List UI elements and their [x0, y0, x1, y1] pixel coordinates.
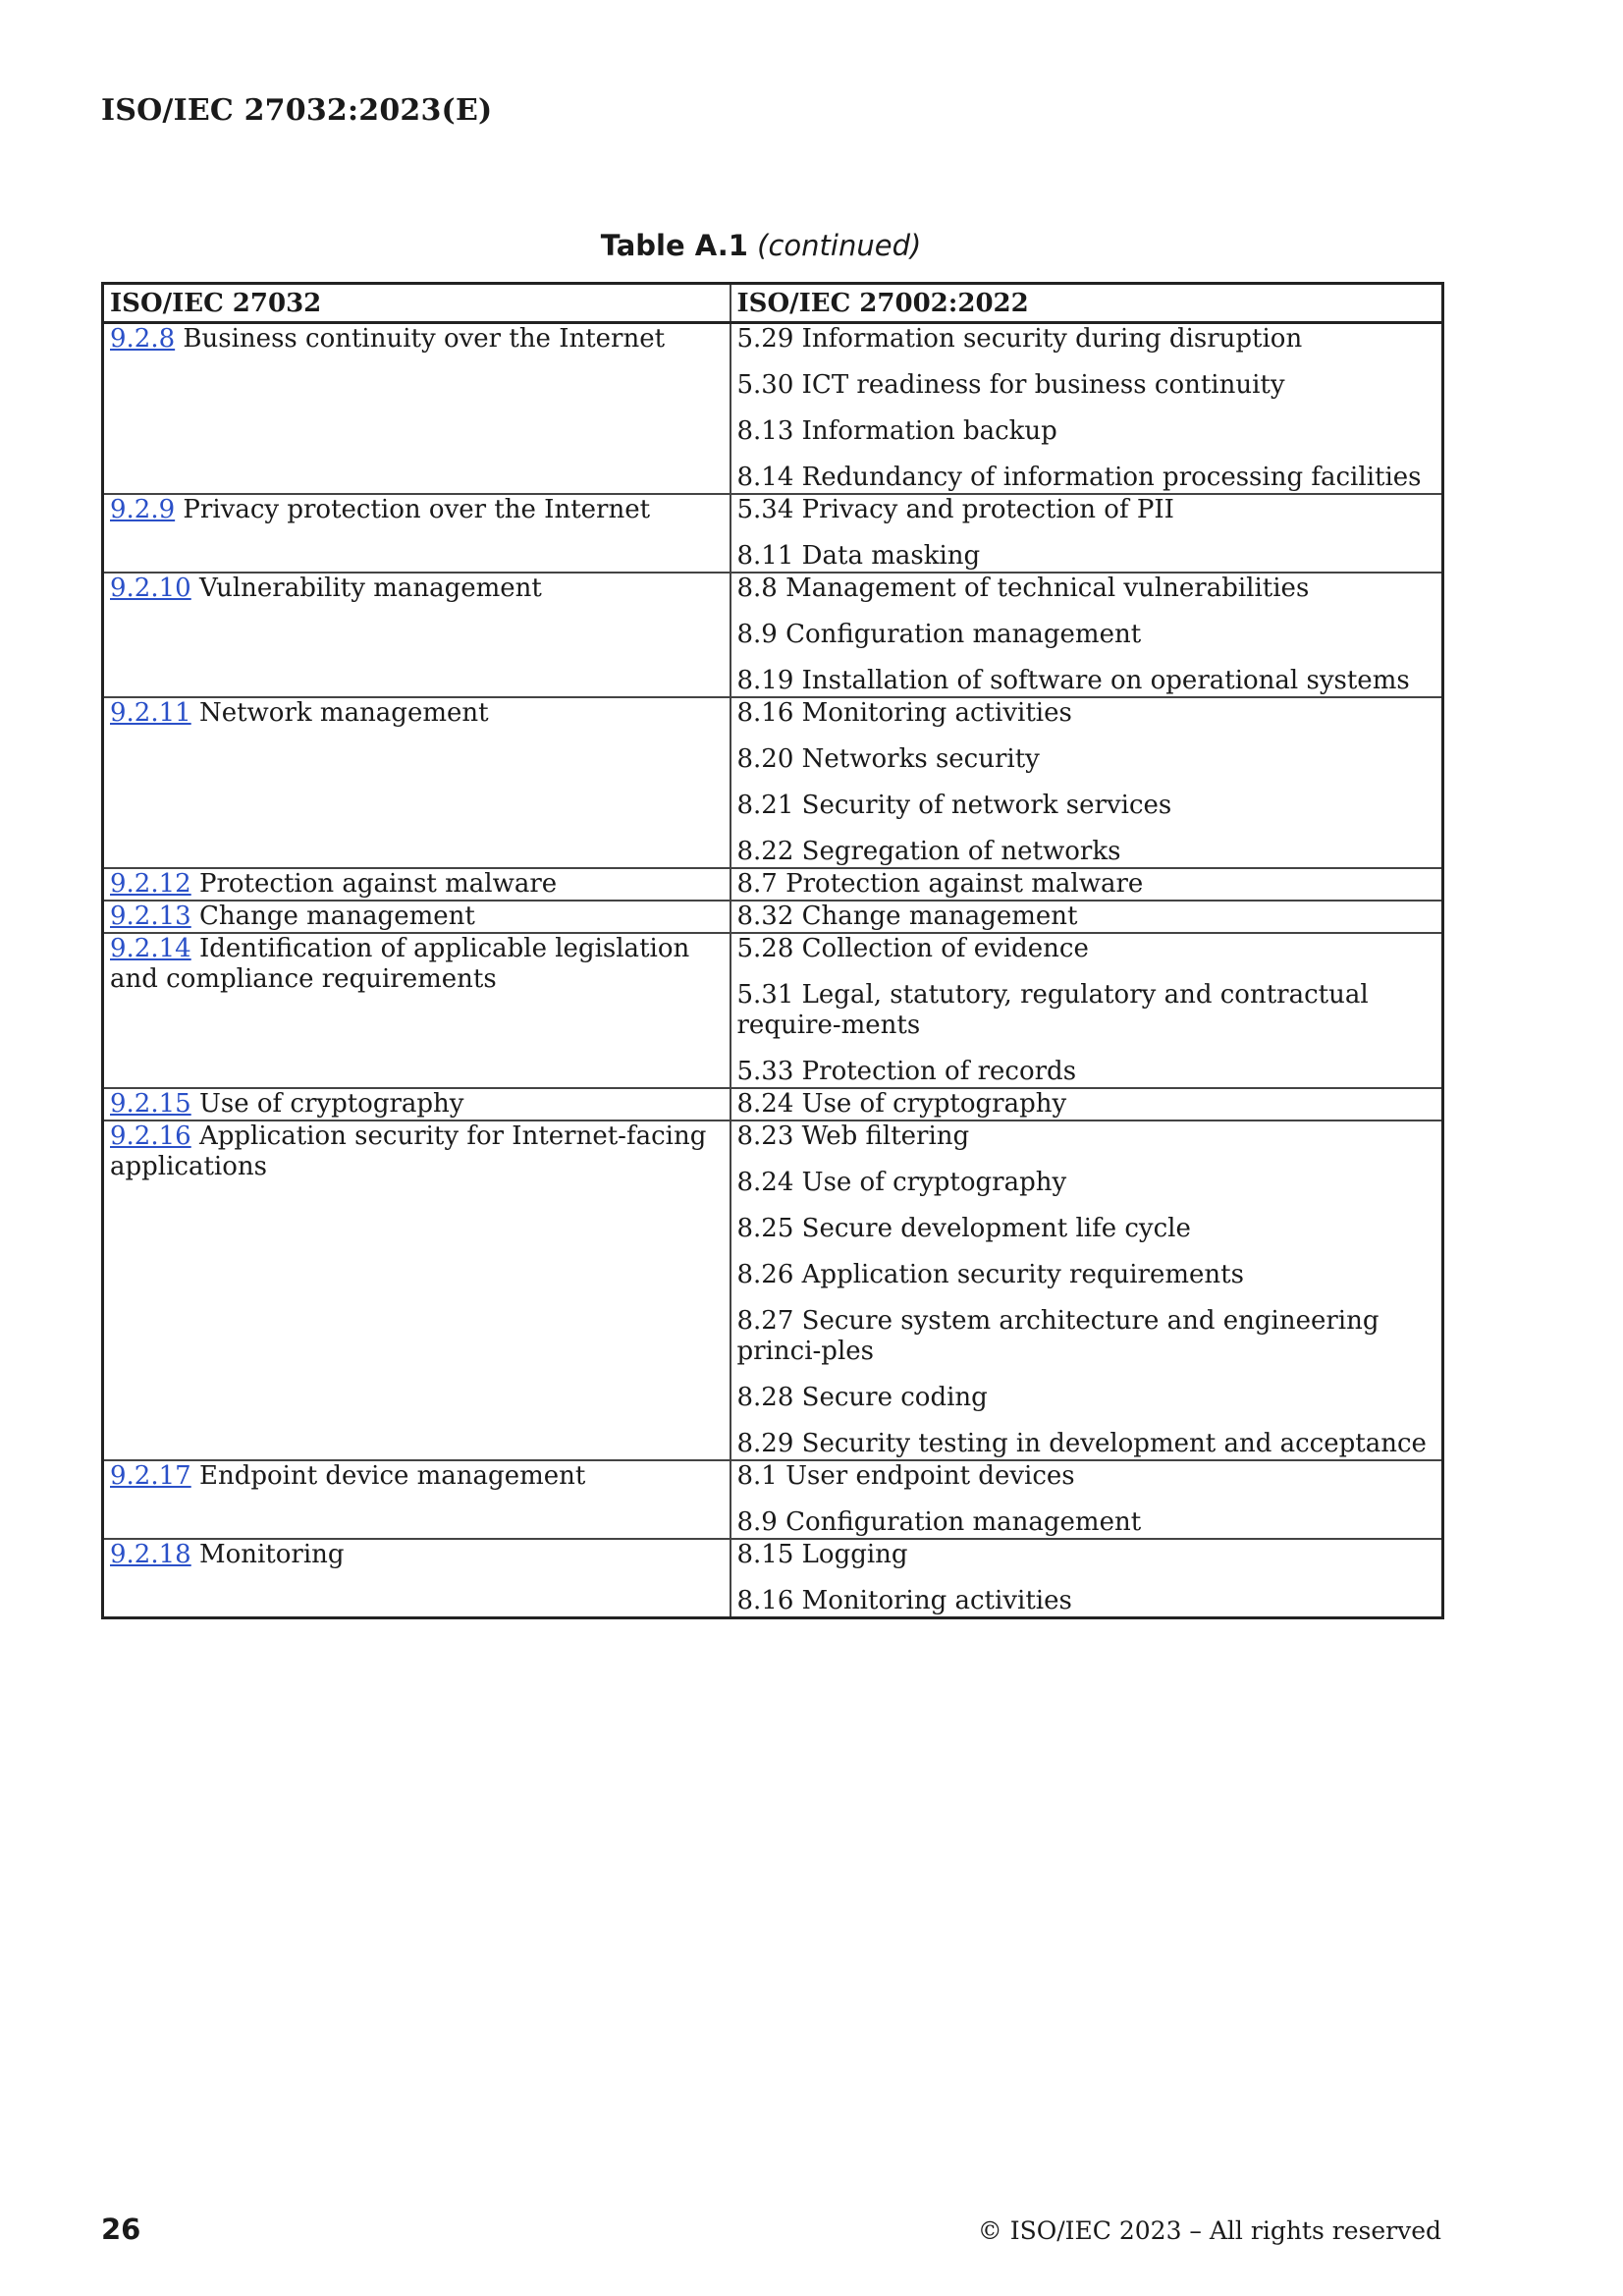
control-item: 8.26 Application security requirements — [736, 1260, 1244, 1289]
control-item: 5.28 Collection of evidence — [736, 934, 1089, 963]
clause-cell — [103, 868, 730, 901]
copyright-notice: © ISO/IEC 2023 – All rights reserved — [977, 2216, 1441, 2245]
mapping-table — [101, 282, 1444, 1619]
clause-cell — [103, 494, 730, 573]
clause-cell — [103, 933, 730, 1088]
control-item: 8.1 User endpoint devices — [736, 1461, 1075, 1491]
clause-title: Business continuity over the Internet — [183, 324, 666, 354]
controls-cell — [730, 697, 1443, 868]
clause-cell — [103, 1460, 730, 1539]
table-row — [103, 933, 1443, 1088]
controls-cell — [730, 1460, 1443, 1539]
control-item: 8.8 Management of technical vulnerabilities — [736, 574, 1310, 603]
controls-cell — [730, 573, 1443, 697]
table-row — [103, 573, 1443, 697]
document-header: ISO/IEC 27032:2023(E) — [101, 93, 493, 128]
control-item: 8.27 Secure system architecture and engineering princi-ples — [736, 1306, 1380, 1366]
table-row — [103, 868, 1443, 901]
column-header-iso-27002: ISO/IEC 27002:2022 — [730, 284, 1443, 323]
controls-cell — [730, 494, 1443, 573]
clause-reference-link[interactable]: 9.2.10 — [110, 574, 191, 603]
clause-reference-link[interactable]: 9.2.15 — [110, 1089, 191, 1119]
table-caption-title: Table A.1 — [600, 229, 748, 262]
page-number: 26 — [101, 2213, 141, 2246]
control-item: 8.25 Secure development life cycle — [736, 1214, 1191, 1243]
controls-cell — [730, 933, 1443, 1088]
clause-title: Network management — [198, 698, 489, 728]
control-item: 8.16 Monitoring activities — [736, 698, 1072, 728]
clause-title: Use of cryptography — [198, 1089, 464, 1119]
clause-cell — [103, 573, 730, 697]
clause-title: Privacy protection over the Internet — [183, 495, 651, 524]
table-row — [103, 901, 1443, 933]
table-row — [103, 697, 1443, 868]
clause-reference-link[interactable]: 9.2.11 — [110, 698, 191, 728]
clause-title: Change management — [198, 902, 475, 931]
clause-title: Protection against malware — [198, 869, 558, 899]
control-item: 8.14 Redundancy of information processing facilities — [736, 463, 1422, 492]
clause-reference-link[interactable]: 9.2.9 — [110, 495, 176, 524]
control-item: 8.22 Segregation of networks — [736, 837, 1121, 866]
control-item: 8.28 Secure coding — [736, 1383, 988, 1412]
controls-cell — [730, 1088, 1443, 1121]
control-item: 8.11 Data masking — [736, 541, 981, 571]
controls-cell — [730, 323, 1443, 495]
control-item: 8.20 Networks security — [736, 744, 1040, 774]
control-item: 5.33 Protection of records — [736, 1057, 1077, 1086]
control-item: 8.19 Installation of software on operational systems — [736, 666, 1410, 695]
control-item: 8.23 Web filtering — [736, 1121, 970, 1151]
control-item: 8.13 Information backup — [736, 416, 1057, 446]
table-row — [103, 494, 1443, 573]
control-item: 8.7 Protection against malware — [736, 869, 1144, 899]
table-row — [103, 1121, 1443, 1460]
controls-cell — [730, 868, 1443, 901]
clause-title: Identification of applicable legislation and compliance requirements — [110, 934, 690, 994]
controls-cell — [730, 1121, 1443, 1460]
table-row — [103, 1088, 1443, 1121]
control-item: 8.21 Security of network services — [736, 791, 1172, 820]
clause-reference-link[interactable]: 9.2.13 — [110, 902, 191, 931]
controls-cell — [730, 1539, 1443, 1618]
clause-reference-link[interactable]: 9.2.17 — [110, 1461, 191, 1491]
clause-title: Application security for Internet-facing applications — [110, 1121, 707, 1181]
control-item: 5.34 Privacy and protection of PII — [736, 495, 1174, 524]
clause-cell — [103, 901, 730, 933]
clause-reference-link[interactable]: 9.2.8 — [110, 324, 176, 354]
clause-cell — [103, 323, 730, 495]
clause-reference-link[interactable]: 9.2.14 — [110, 934, 191, 963]
control-item: 8.24 Use of cryptography — [736, 1089, 1067, 1119]
table-row — [103, 1539, 1443, 1618]
clause-title: Monitoring — [198, 1540, 345, 1569]
control-item: 5.30 ICT readiness for business continuity — [736, 370, 1285, 400]
control-item: 8.9 Configuration management — [736, 1507, 1142, 1537]
control-item: 5.29 Information security during disruption — [736, 324, 1303, 354]
table-row — [103, 323, 1443, 495]
table-header-row — [103, 284, 1443, 323]
control-item: 8.15 Logging — [736, 1540, 908, 1569]
control-item: 8.9 Configuration management — [736, 620, 1142, 649]
column-header-iso-27032: ISO/IEC 27032 — [103, 284, 730, 323]
clause-cell — [103, 697, 730, 868]
table-body — [103, 323, 1443, 1618]
control-item: 5.31 Legal, statutory, regulatory and contractual require-ments — [736, 980, 1369, 1040]
clause-reference-link[interactable]: 9.2.16 — [110, 1121, 191, 1151]
control-item: 8.29 Security testing in development and acceptance — [736, 1429, 1427, 1458]
table-caption-note: (continued) — [757, 229, 922, 262]
table-row — [103, 1460, 1443, 1539]
clause-reference-link[interactable]: 9.2.18 — [110, 1540, 191, 1569]
clause-title: Endpoint device management — [198, 1461, 586, 1491]
clause-cell — [103, 1539, 730, 1618]
control-item: 8.32 Change management — [736, 902, 1078, 931]
table-caption — [0, 229, 1522, 262]
control-item: 8.16 Monitoring activities — [736, 1586, 1072, 1615]
control-item: 8.24 Use of cryptography — [736, 1168, 1067, 1197]
controls-cell — [730, 901, 1443, 933]
clause-cell — [103, 1121, 730, 1460]
clause-cell — [103, 1088, 730, 1121]
clause-title: Vulnerability management — [198, 574, 542, 603]
clause-reference-link[interactable]: 9.2.12 — [110, 869, 191, 899]
